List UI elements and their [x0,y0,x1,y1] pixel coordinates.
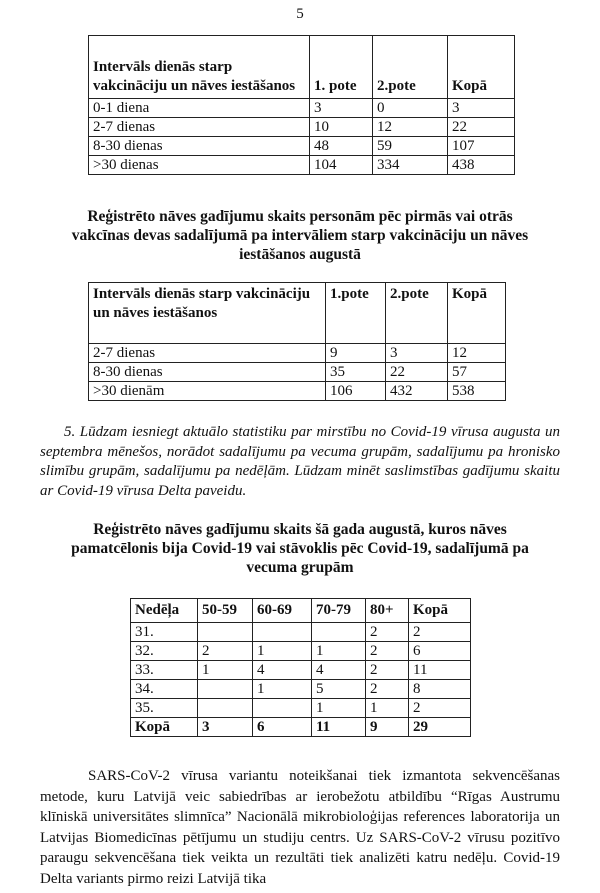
header-cell: 80+ [366,599,409,623]
table-cell [312,623,366,642]
table-row [89,344,506,363]
table-cell: 2 [366,642,409,661]
table-cell: 12 [448,344,506,363]
table-row [89,363,506,382]
table-header-row [131,599,471,623]
table-cell: 48 [310,137,373,156]
table-cell: 8-30 dienas [89,137,310,156]
table-cell: 35 [326,363,386,382]
header-cell: 1. pote [310,36,373,99]
table-cell: 11 [409,661,471,680]
total-cell: 9 [366,718,409,737]
table-cell: 1 [253,680,312,699]
total-cell: 11 [312,718,366,737]
table-cell: 1 [312,642,366,661]
table-row [89,156,515,175]
table-cell: 31. [131,623,198,642]
question-5: 5. Lūdzam iesniegt aktuālo statistiku par mirstību no Covid-19 vīrusa augusta un septembra mēnešos, norādot sadalījumu pa vecuma grupām, sadalījumu pa hronisko slimību grupām, sadalījumu pa nedēļām. Lūdzam minēt saslimstības gadījumu skaitu ar Covid-19 vīrusa Delta paveidu. [40,424,560,499]
table-cell: 9 [326,344,386,363]
table-cell: 2 [366,661,409,680]
table-cell: 10 [310,118,373,137]
table-cell: 106 [326,382,386,401]
table-row [89,99,515,118]
table-cell: 2 [409,699,471,718]
table-cell: 57 [448,363,506,382]
table-cell: 32. [131,642,198,661]
table-cell [253,699,312,718]
header-cell: 1.pote [326,283,386,344]
total-cell: 6 [253,718,312,737]
section-heading-august-intervals: Reģistrēto nāves gadījumu skaits personām pēc pirmās vai otrās vakcīnas devas sadalījumā pa intervāliem starp vakcināciju un nāves iestāšanos augustā [71,208,529,263]
table-row [89,382,506,401]
total-cell: 3 [198,718,253,737]
table-row [131,661,471,680]
page-number: 5 [296,6,304,22]
header-cell: Intervāls dienās starp vakcināciju un nāves iestāšanos [89,36,310,99]
table-cell: 22 [386,363,448,382]
table-cell: 2-7 dienas [89,344,326,363]
table-cell: 6 [409,642,471,661]
table-cell: 2-7 dienas [89,118,310,137]
section-heading-age-groups: Reģistrēto nāves gadījumu skaits šā gada augustā, kuros nāves pamatcēlonis bija Covid-19 vai stāvoklis pēc Covid-19, sadalījumā pa vecuma grupām [71,521,529,576]
table-cell: 3 [448,99,515,118]
table-cell: 1 [253,642,312,661]
table-cell: 12 [373,118,448,137]
age-group-table [130,598,471,737]
table-cell: 33. [131,661,198,680]
table-cell: 432 [386,382,448,401]
table-row [89,137,515,156]
table-cell: 0-1 diena [89,99,310,118]
header-cell: Kopā [448,36,515,99]
table-cell: 4 [312,661,366,680]
table-row [131,642,471,661]
table-cell: 59 [373,137,448,156]
total-row [131,718,471,737]
table-cell: 104 [310,156,373,175]
table-cell [198,623,253,642]
table-cell: 334 [373,156,448,175]
table-cell: >30 dienas [89,156,310,175]
table-cell: 538 [448,382,506,401]
table-cell: 1 [312,699,366,718]
total-cell: Kopā [131,718,198,737]
table-row [131,680,471,699]
table-cell: 2 [366,680,409,699]
interval-table-2 [88,282,506,401]
table-cell: 34. [131,680,198,699]
table-header-row [89,36,515,99]
table-header-row [89,283,506,344]
table-cell: 22 [448,118,515,137]
header-cell: 60-69 [253,599,312,623]
header-cell: 50-59 [198,599,253,623]
table-cell [253,623,312,642]
table-cell: 1 [198,661,253,680]
table-cell: 107 [448,137,515,156]
table-cell [198,699,253,718]
table-row [131,699,471,718]
header-cell: 2.pote [386,283,448,344]
header-cell: Intervāls dienās starp vakcināciju un nāves iestāšanos [89,283,326,344]
header-cell: 70-79 [312,599,366,623]
header-cell: Kopā [409,599,471,623]
header-cell: 2.pote [373,36,448,99]
total-cell: 29 [409,718,471,737]
table-cell: 3 [310,99,373,118]
table-cell: 2 [409,623,471,642]
table-row [131,623,471,642]
table-cell [198,680,253,699]
header-cell: Kopā [448,283,506,344]
table-cell: >30 dienām [89,382,326,401]
header-cell: Nedēļa [131,599,198,623]
table-cell: 5 [312,680,366,699]
table-cell: 1 [366,699,409,718]
interval-table-1 [88,35,515,175]
table-cell: 2 [198,642,253,661]
table-cell: 2 [366,623,409,642]
table-cell: 0 [373,99,448,118]
table-cell: 35. [131,699,198,718]
table-cell: 8 [409,680,471,699]
table-row [89,118,515,137]
table-cell: 4 [253,661,312,680]
table-cell: 438 [448,156,515,175]
body-paragraph: SARS-CoV-2 vīrusa variantu noteikšanai tiek izmantota sekvencēšanas metode, kuru Latvijā veic sabiedrības ar ierobežotu atbildību “Rīgas Austrumu klīniskā universitātes slimnīca” Nacionālā mikrobioloģijas references laboratorija un Latvijas Biomedicīnas pētījumu un studiju centrs. Uz SARS-CoV-2 vīrusu pozitīvo paraugu sekvencēšana tiek veikta un rezultāti tiek analizēti katru nedēļu. Covid-19 Delta variants pirmo reizi Latvijā tika [40,768,560,887]
table-cell: 3 [386,344,448,363]
table-cell: 8-30 dienas [89,363,326,382]
